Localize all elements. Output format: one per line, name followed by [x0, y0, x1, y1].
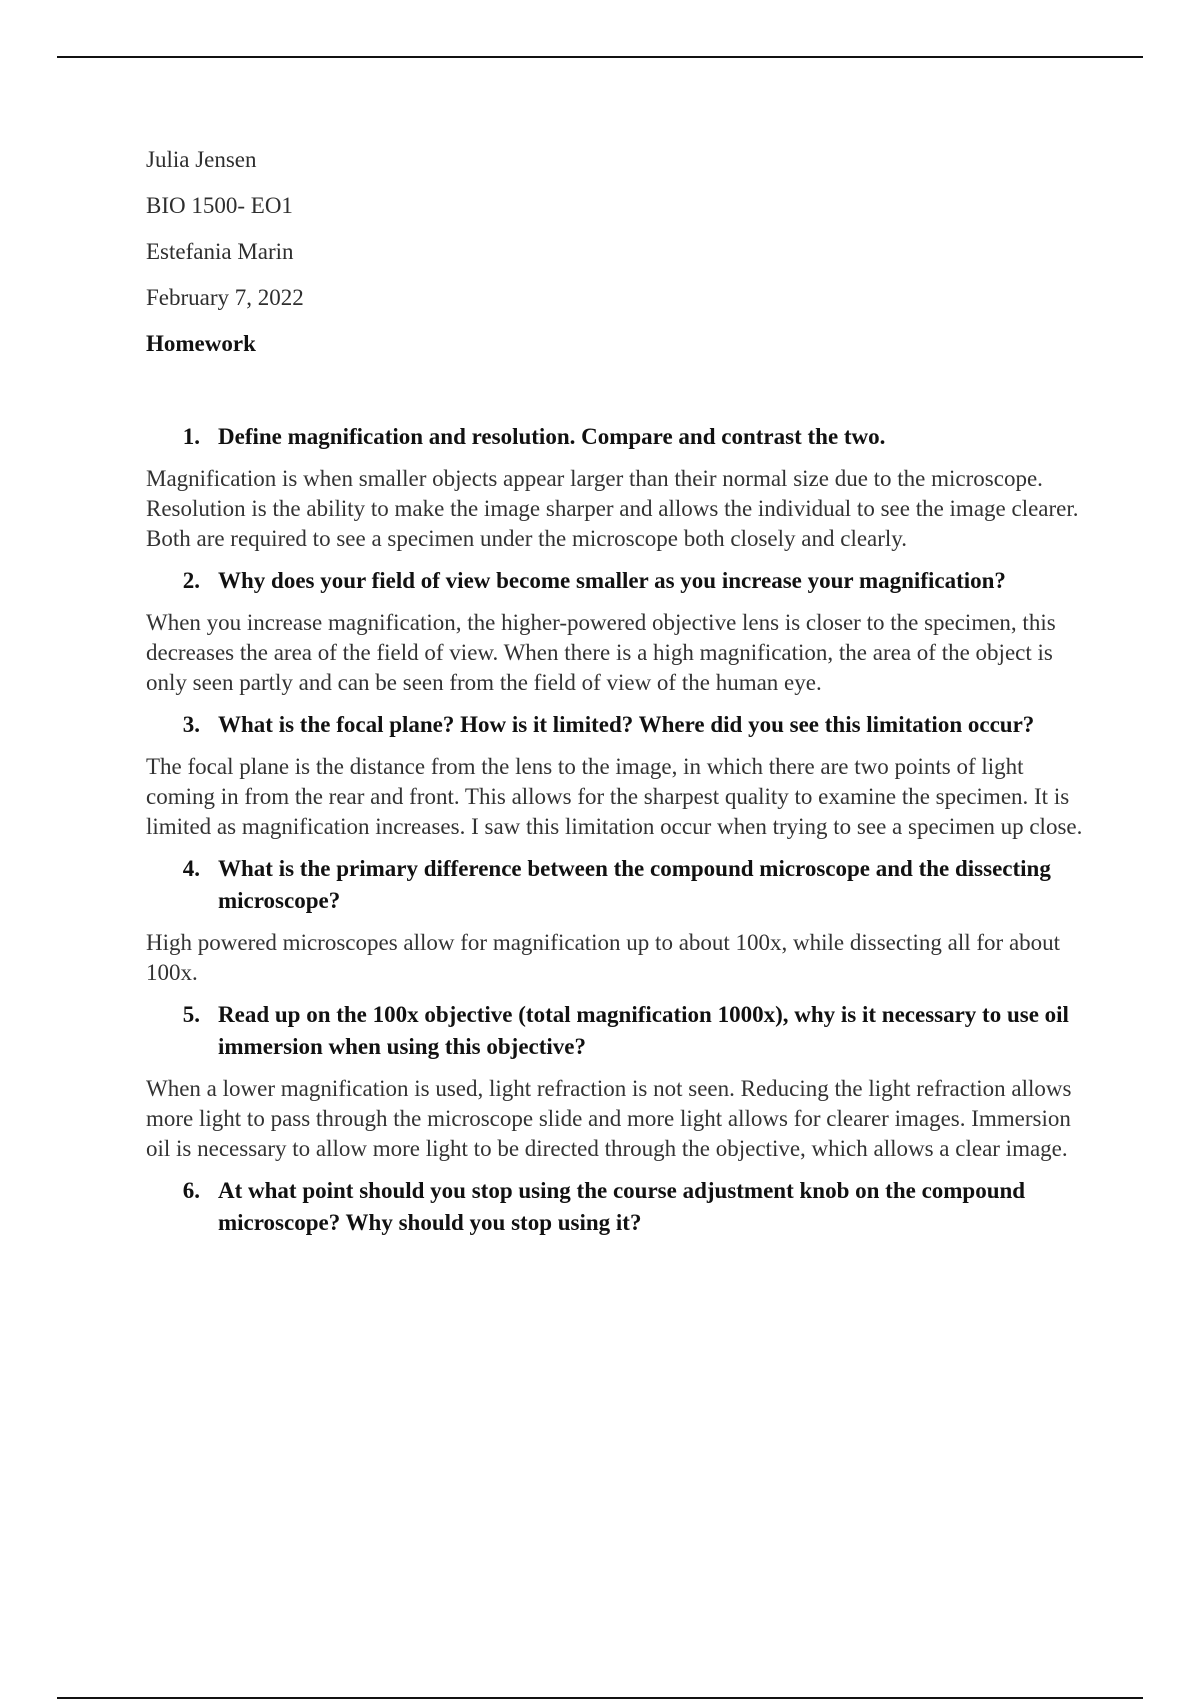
bottom-page-rule [57, 1697, 1143, 1699]
top-page-rule [57, 56, 1143, 58]
question-4 [146, 853, 1086, 917]
instructor-name: Estefania Marin [146, 239, 294, 264]
question-number: 1. [182, 424, 200, 449]
question-text: Why does your field of view become smaller as you increase your magnification? [218, 568, 1006, 593]
document-date: February 7, 2022 [146, 285, 304, 310]
question-text: At what point should you stop using the course adjustment knob on the compound microscope? Why should you stop using it? [218, 1178, 1026, 1235]
document-body [146, 145, 1086, 1250]
question-number: 2. [182, 568, 200, 593]
answer-2: When you increase magnification, the higher-powered objective lens is closer to the specimen, this decreases the area of the field of view. When there is a high magnification, the area of the object is only seen partly and can be seen from the field of view of the human eye. [146, 610, 1056, 695]
question-text: What is the focal plane? How is it limited? Where did you see this limitation occur? [218, 712, 1035, 737]
answer-3: The focal plane is the distance from the lens to the image, in which there are two points of light coming in from the rear and front. This allows for the sharpest quality to examine the specimen. It is limited as magnification increases. I saw this limitation occur when trying to see a specimen up close. [146, 754, 1083, 839]
question-text: Read up on the 100x objective (total magnification 1000x), why is it necessary to use oil immersion when using this objective? [218, 1002, 1069, 1059]
answer-1: Magnification is when smaller objects appear larger than their normal size due to the microscope. Resolution is the ability to make the image sharper and allows the individual to see the image clearer. Both are required to see a specimen under the microscope both closely and clearly. [146, 466, 1079, 551]
question-text: Define magnification and resolution. Compare and contrast the two. [218, 424, 886, 449]
question-1 [146, 421, 1086, 453]
question-number: 5. [182, 1002, 200, 1027]
question-6 [146, 1175, 1086, 1239]
question-5 [146, 999, 1086, 1063]
answer-5: When a lower magnification is used, light refraction is not seen. Reducing the light refraction allows more light to pass through the microscope slide and more light allows for clearer images. Immersion oil is necessary to allow more light to be directed through the objective, which allows a clear image. [146, 1076, 1072, 1161]
question-number: 3. [182, 712, 200, 737]
question-text: What is the primary difference between the compound microscope and the dissecting microscope? [218, 856, 1051, 913]
question-2 [146, 565, 1086, 597]
question-number: 4. [182, 856, 200, 881]
answer-4: High powered microscopes allow for magnification up to about 100x, while dissecting all for about 100x. [146, 930, 1061, 985]
student-name: Julia Jensen [146, 147, 257, 172]
question-3 [146, 709, 1086, 741]
course-code: BIO 1500- EO1 [146, 193, 293, 218]
question-number: 6. [182, 1178, 200, 1203]
document-title: Homework [146, 331, 256, 356]
header-spacer [146, 375, 1086, 421]
